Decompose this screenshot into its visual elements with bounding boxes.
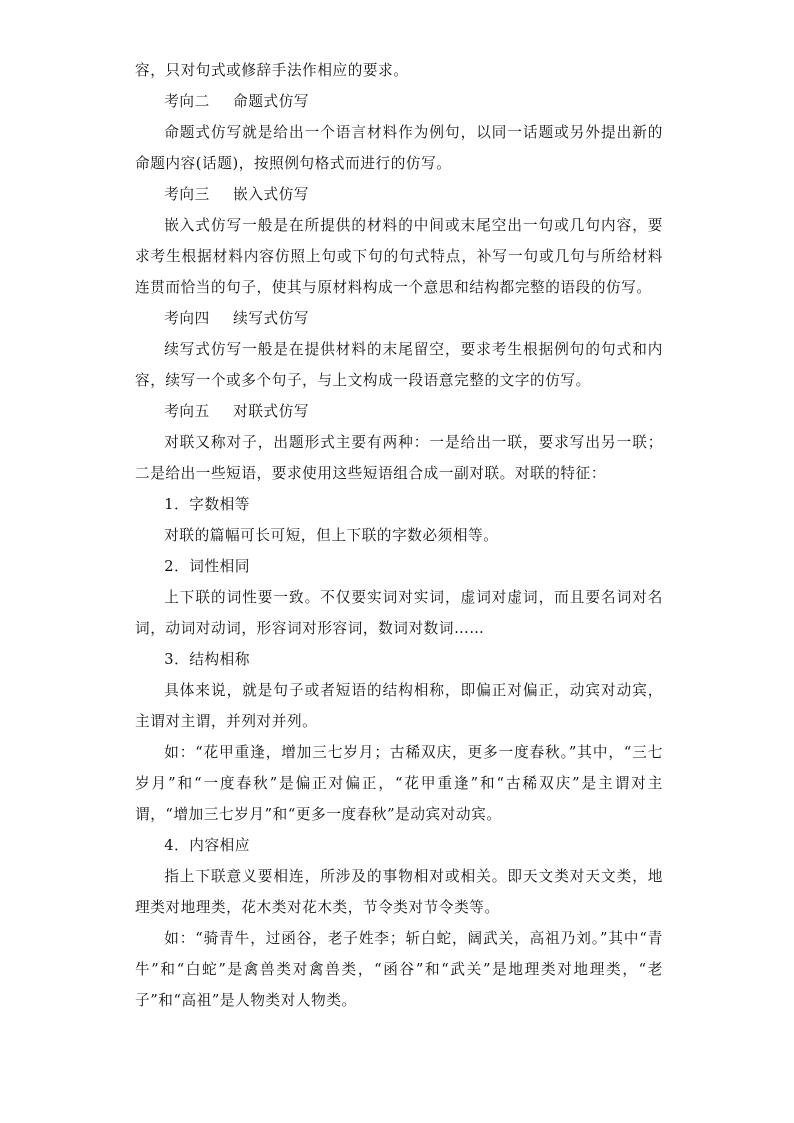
list-item-heading: 3．结构相称 — [164, 651, 251, 668]
heading-title: 续写式仿写 — [233, 310, 310, 327]
paragraph: 对联又称对子，出题形式主要有两种：一是给出一联，要求写出另一联；二是给出一些短语，要求使用这些短语组合成一副对联。对联的特征： — [135, 434, 663, 482]
paragraph: 嵌入式仿写一般是在所提供的材料的中间或末尾空出一句或几句内容，要求考生根据材料内容仿照上句或下句的句式特点，补写一句或几句与所给材料连贯而恰当的句子，使其与原材料构成一个意思和结构都完整的语段的仿写。 — [135, 217, 663, 296]
paragraph: 具体来说，就是句子或者短语的结构相称，即偏正对偏正，动宾对动宾，主谓对主谓，并列对并列。 — [135, 682, 663, 730]
section-heading-3 — [135, 179, 663, 210]
document-body — [135, 55, 663, 1016]
heading-title: 对联式仿写 — [233, 403, 310, 420]
heading-label: 考向三 — [164, 186, 210, 203]
section-heading-5 — [135, 396, 663, 427]
section-heading-4 — [135, 303, 663, 334]
heading-title: 命题式仿写 — [233, 93, 310, 110]
heading-label: 考向五 — [164, 403, 210, 420]
list-item-heading: 1．字数相等 — [164, 496, 251, 513]
list-item-heading: 4．内容相应 — [164, 837, 251, 854]
section-heading-2 — [135, 86, 663, 117]
paragraph-continued: 容，只对句式或修辞手法作相应的要求。 — [135, 62, 409, 79]
paragraph: 命题式仿写就是给出一个语言材料作为例句，以同一话题或另外提出新的命题内容(话题)，按照例句格式而进行的仿写。 — [135, 124, 663, 172]
heading-title: 嵌入式仿写 — [233, 186, 310, 203]
example-paragraph: 如：“花甲重逢，增加三七岁月；古稀双庆，更多一度春秋。”其中，“三七岁月”和“一度春秋”是偏正对偏正，“花甲重逢”和“古稀双庆”是主谓对主谓，“增加三七岁月”和“更多一度春秋”是动宾对动宾。 — [135, 744, 663, 823]
heading-label: 考向二 — [164, 93, 210, 110]
example-paragraph: 如：“骑青牛，过函谷，老子姓李；斩白蛇，阔武关，高祖乃刘。”其中“青牛”和“白蛇”是禽兽类对禽兽类，“函谷”和“武关”是地理类对地理类，“老子”和“高祖”是人物类对人物类。 — [135, 930, 663, 1009]
list-item-heading: 2．词性相同 — [164, 558, 251, 575]
heading-label: 考向四 — [164, 310, 210, 327]
paragraph: 上下联的词性要一致。不仅要实词对实词，虚词对虚词，而且要名词对名词，动词对动词，形容词对形容词，数词对数词…… — [135, 589, 663, 637]
paragraph: 对联的篇幅可长可短，但上下联的字数必须相等。 — [164, 527, 499, 544]
paragraph: 指上下联意义要相连，所涉及的事物相对或相关。即天文类对天文类，地理类对地理类，花木类对花木类，节令类对节令类等。 — [135, 868, 663, 916]
paragraph: 续写式仿写一般是在提供材料的末尾留空，要求考生根据例句的句式和内容，续写一个或多个句子，与上文构成一段语意完整的文字的仿写。 — [135, 341, 663, 389]
